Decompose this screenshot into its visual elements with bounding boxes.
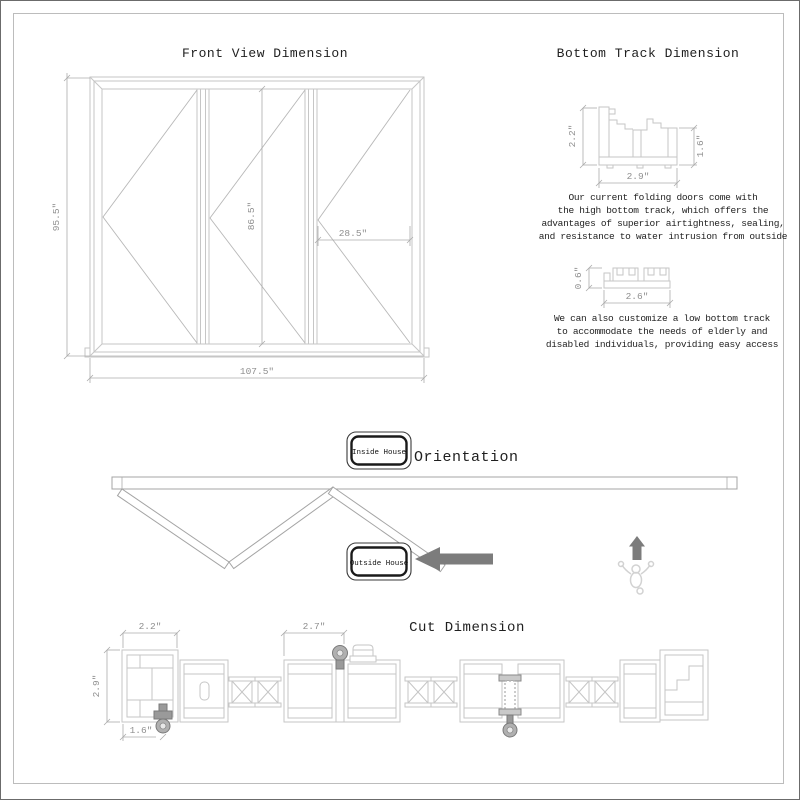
low-track-description [546, 313, 778, 350]
front-view-section [51, 46, 429, 383]
front-view-title: Front View Dimension [181, 46, 349, 61]
bottom-track-title: Bottom Track Dimension [556, 46, 740, 61]
astragal-connector-icon [405, 677, 431, 707]
dim-label-high-track-left-height: 2.2" [567, 124, 578, 148]
dim-label-panel-width: 28.5" [338, 228, 368, 239]
orientation-section [112, 432, 737, 594]
dim-label-cut-panel-width: 2.7" [302, 621, 326, 632]
high-track-desc-line1: Our current folding doors come with [568, 192, 758, 203]
folding-panel-1 [118, 489, 230, 569]
dim-label-high-track-right-height: 1.6" [695, 134, 706, 158]
astragal-connector-icon [431, 677, 457, 707]
cut-dimension-title: Cut Dimension [409, 620, 525, 636]
person-top-view-icon [619, 562, 654, 595]
cut-right-frame-profile [660, 650, 708, 720]
door-handle-icon [350, 645, 376, 662]
dim-label-cut-track-width: 1.6" [129, 725, 153, 736]
folding-panel-2 [229, 487, 338, 569]
astragal-connector-icon [566, 677, 592, 707]
dim-label-panel-height: 86.5" [246, 201, 257, 231]
dim-label-cut-height: 2.9" [91, 674, 102, 698]
astragal-connector-icon [255, 677, 281, 707]
cut-section-drawing [122, 645, 708, 737]
open-direction-arrow-icon [415, 547, 493, 571]
cut-panel-profile-1 [180, 660, 228, 722]
cut-dimension-section [91, 620, 708, 741]
bottom-track-section [539, 46, 788, 350]
dim-label-high-track-width: 2.9" [626, 171, 650, 182]
outside-house-badge [347, 543, 411, 580]
dim-label-front-height: 95.5" [51, 202, 62, 232]
high-track-desc-line3: advantages of superior airtightness, sealing, [541, 218, 785, 229]
front-view-door-drawing [85, 77, 429, 357]
orientation-title: Orientation [414, 449, 519, 466]
inside-house-label: Inside House [351, 449, 407, 457]
high-track-desc-line4: and resistance to water intrusion from outside [538, 231, 788, 242]
astragal-connector-icon [592, 677, 618, 707]
high-track-description [539, 192, 788, 242]
high-track-profile-drawing [599, 107, 677, 168]
astragal-connector-icon [229, 677, 255, 707]
low-track-desc-line3: disabled individuals, providing easy access [545, 339, 779, 350]
low-track-desc-line1: We can also customize a low bottom track [553, 313, 771, 324]
dim-label-total-width: 107.5" [239, 366, 275, 377]
viewer-direction-arrow-icon [629, 536, 645, 560]
dim-label-low-track-width: 2.6" [625, 291, 649, 302]
cut-panel-profile-4 [620, 660, 660, 722]
inside-house-badge [347, 432, 411, 469]
dim-label-low-track-height: 0.6" [573, 266, 584, 290]
outside-house-label: Outside House [349, 560, 409, 568]
cut-panel-profile-3 [460, 660, 564, 737]
low-track-desc-line2: to accommodate the needs of elderly and [556, 326, 768, 337]
cut-panel-profile-2 [284, 645, 400, 722]
high-track-desc-line2: the high bottom track, which offers the [557, 205, 769, 216]
dim-label-cut-frame-width: 2.2" [138, 621, 162, 632]
cut-left-frame-profile [122, 650, 178, 733]
low-track-profile-drawing [604, 268, 670, 288]
